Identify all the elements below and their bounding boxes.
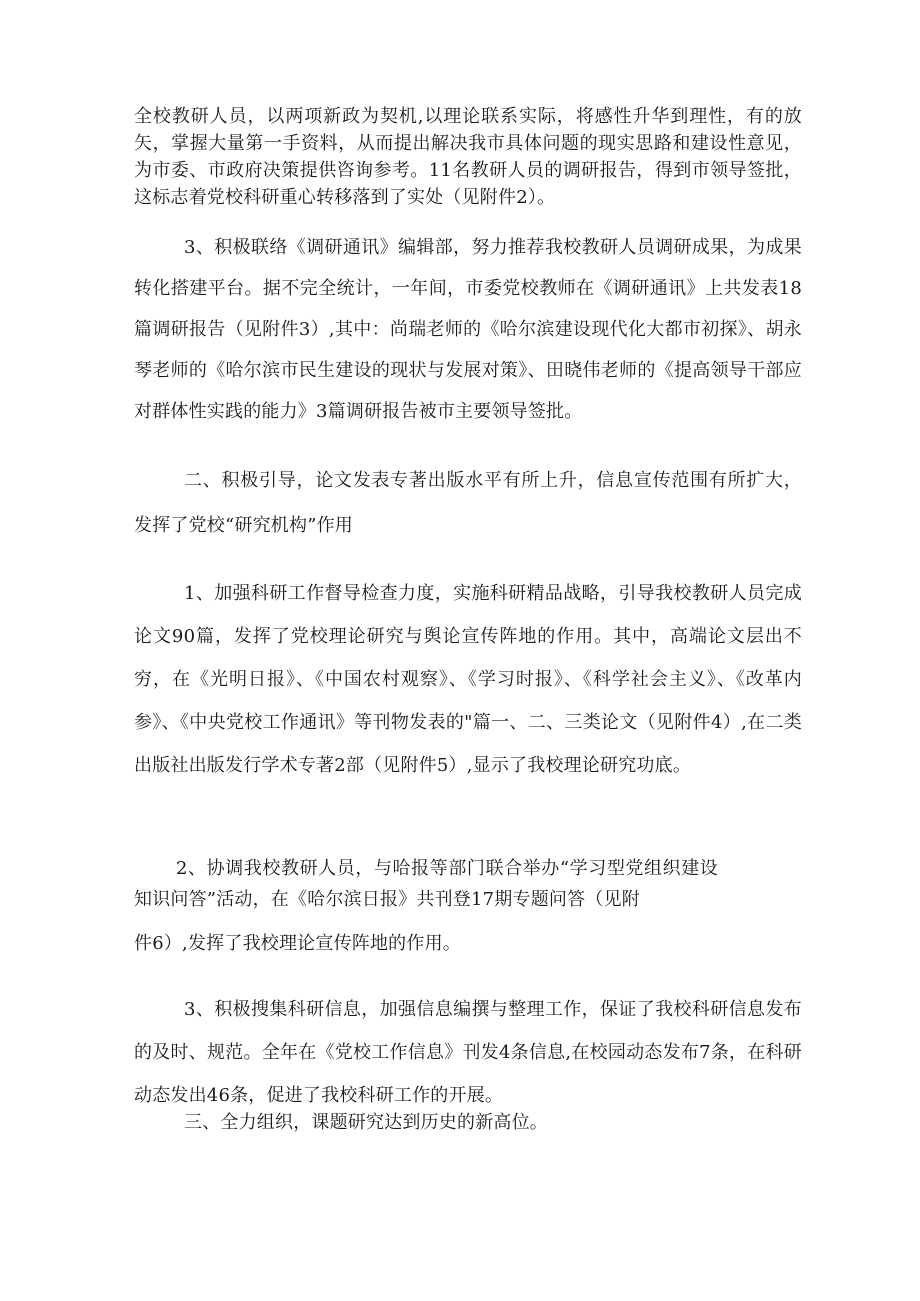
section-heading-2: 二、积极引导，论文发表专著出版水平有所上升，信息宣传范围有所扩大，发挥了党校“研究机构”作用: [134, 470, 802, 536]
paragraph-intro-continuation: 全校教研人员，以两项新政为契机,以理论联系实际，将感性升华到理性，有的放矢，掌握大量第一手资料，从而提出解决我市具体问题的现实思路和建设性意见，为市委、市政府决策提供咨询参考。11名教研人员的调研报告，得到市领导签批，这标志着党校科研重心转移落到了实处（见附件2）。: [134, 106, 802, 208]
section-heading-3: 三、全力组织，课题研究达到历史的新高位。: [184, 1112, 548, 1133]
paragraph-item-3-information: 3、积极搜集科研信息，加强信息编撰与整理工作，保证了我校科研信息发布的及时、规范。全年在《党校工作信息》刊发4条信息,在校园动态发布7条，在科研动态发出46条，促进了我校科研工作的开展。: [134, 999, 802, 1106]
paragraph-item-1-papers: 1、加强科研工作督导检查力度，实施科研精品战略，引导我校教研人员完成论文90篇，发挥了党校理论研究与舆论宣传阵地的作用。其中，高端论文层出不穷，在《光明日报》、《中国农村观察》、《学习时报》、《科学社会主义》、《改革内参》、《中央党校工作通讯》等刊物发表的"篇一、二、三类论文（见附件4）,在二类出版社出版发行学术专著2部（见附件5）,显示了我校理论研究功底。: [134, 583, 802, 776]
paragraph-item-2-quiz: 2、协调我校教研人员，与哈报等部门联合举办“学习型党组织建设知识问答”活动，在《哈尔滨日报》共刊登17期专题问答（见附: [134, 858, 718, 910]
paragraph-item-2-continuation: 件6）,发挥了我校理论宣传阵地的作用。: [134, 933, 461, 954]
paragraph-item-3-research-newsletter: 3、积极联络《调研通讯》编辑部，努力推荐我校教研人员调研成果，为成果转化搭建平台。据不完全统计，一年间，市委党校教师在《调研通讯》上共发表18篇调研报告（见附件3）,其中：尚瑞老师的《哈尔滨建设现代化大都市初探》、胡永琴老师的《哈尔滨市民生建设的现状与发展对策》、田晓伟老师的《提高领导干部应对群体性实践的能力》3篇调研报告被市主要领导签批。: [134, 237, 802, 422]
